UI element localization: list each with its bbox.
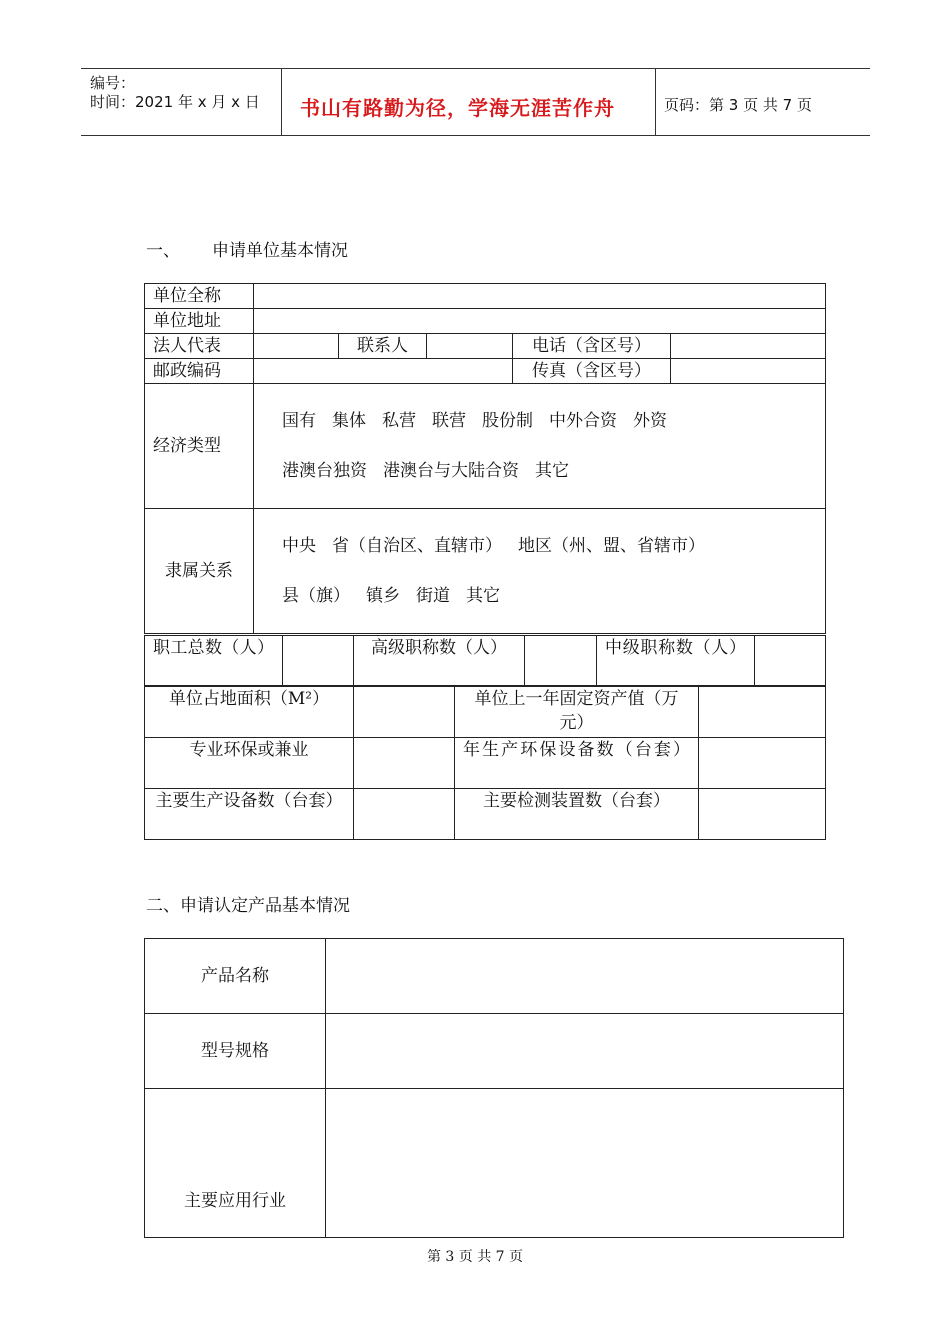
label-legal-rep: 法人代表 [145,334,254,359]
econ-option[interactable]: 外资 [633,411,667,431]
label-affiliation: 隶属关系 [145,509,254,634]
affil-option[interactable]: 镇乡 [366,586,400,606]
land-area-field[interactable] [354,687,455,738]
econ-option[interactable]: 港澳台与大陆合资 [383,461,519,481]
product-info-table [144,938,844,1238]
econ-options-line-2 [282,446,817,496]
label-fax: 传真（含区号） [513,359,671,384]
phone-field[interactable] [671,334,826,359]
header-motto: 书山有路勤为径，学海无涯苦作舟 [300,96,615,120]
econ-option[interactable]: 港澳台独资 [282,461,367,481]
inspection-field[interactable] [699,789,826,840]
contact-field[interactable] [427,334,513,359]
fixed-assets-field[interactable] [699,687,826,738]
label-phone: 电话（含区号） [513,334,671,359]
model-spec-field[interactable] [326,1014,844,1089]
unit-assets-table [144,686,826,738]
label-industry: 主要应用行业 [145,1089,326,1238]
env-equipment-field[interactable] [699,738,826,789]
label-land-area: 单位占地面积（M²） [145,687,354,738]
label-postcode: 邮政编码 [145,359,254,384]
label-senior-titles: 高级职称数（人） [354,636,525,686]
staff-total-field[interactable] [283,636,354,686]
label-contact: 联系人 [339,334,427,359]
affil-option[interactable]: 地区（州、盟、省辖市） [518,536,705,556]
affil-option[interactable]: 中央 [282,536,316,556]
main-equipment-field[interactable] [354,789,455,840]
affil-option[interactable]: 县（旗） [282,586,350,606]
affiliation-options [254,509,826,634]
label-staff-total: 职工总数（人） [145,636,283,686]
econ-option[interactable]: 联营 [432,411,466,431]
full-name-field[interactable] [254,284,826,309]
senior-titles-field[interactable] [525,636,597,686]
label-model-spec: 型号规格 [145,1014,326,1089]
fax-field[interactable] [671,359,826,384]
postcode-field[interactable] [254,359,513,384]
address-field[interactable] [254,309,826,334]
econ-option[interactable]: 国有 [282,411,316,431]
label-product-name: 产品名称 [145,939,326,1014]
legal-rep-field[interactable] [254,334,339,359]
unit-env-table [144,737,826,840]
econ-options-line-1 [282,396,817,446]
affil-option[interactable]: 街道 [416,586,450,606]
unit-basic-info-table [144,283,826,634]
header-divider [655,69,656,136]
label-main-equipment: 主要生产设备数（台套） [145,789,354,840]
header-time-label: 时间：2021 年 x 月 x 日 [90,93,260,111]
header-bottom-rule [81,135,870,136]
affil-option[interactable]: 省（自治区、直辖市） [332,536,502,556]
section1-title-number: 一、 [146,241,180,261]
label-fixed-assets: 单位上一年固定资产值（万元） [455,687,699,738]
header-top-rule [81,68,870,69]
label-env-equipment: 年生产环保设备数（台套） [455,738,699,789]
label-env-business: 专业环保或兼业 [145,738,354,789]
mid-titles-field[interactable] [755,636,826,686]
header-page-label: 页码：第 3 页 共 7 页 [664,96,812,114]
industry-field[interactable] [326,1089,844,1238]
label-mid-titles: 中级职称数（人） [597,636,755,686]
econ-option[interactable]: 集体 [332,411,366,431]
env-business-field[interactable] [354,738,455,789]
affil-options-line-1 [282,521,817,571]
label-econ-type: 经济类型 [145,384,254,509]
product-name-field[interactable] [326,939,844,1014]
header-divider [281,69,282,136]
affil-options-line-2 [282,571,817,621]
section2-title: 二、申请认定产品基本情况 [146,896,350,916]
econ-type-options [254,384,826,509]
affil-option[interactable]: 其它 [466,586,500,606]
page-footer: 第 3 页 共 7 页 [426,1249,524,1265]
econ-option[interactable]: 股份制 [482,411,533,431]
econ-option[interactable]: 私营 [382,411,416,431]
econ-option[interactable]: 其它 [535,461,569,481]
label-inspection: 主要检测装置数（台套） [455,789,699,840]
econ-option[interactable]: 中外合资 [549,411,617,431]
label-address: 单位地址 [145,309,254,334]
section1-title: 申请单位基本情况 [212,241,348,261]
header-number-label: 编号： [90,74,136,92]
staff-table [144,635,826,686]
label-full-name: 单位全称 [145,284,254,309]
